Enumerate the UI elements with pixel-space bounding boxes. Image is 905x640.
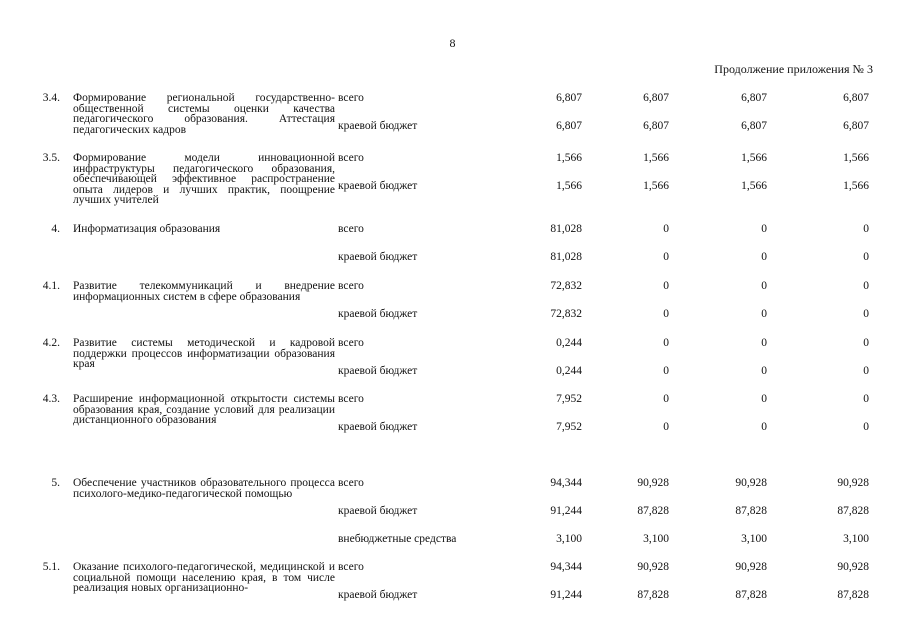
funding-source: внебюджетные средства xyxy=(338,533,457,545)
amount-cell: 0 xyxy=(663,223,669,235)
amount-cell: 1,566 xyxy=(741,152,767,164)
amount-cell: 90,928 xyxy=(837,561,869,573)
amount-cell: 0 xyxy=(863,308,869,320)
amount-cell: 0 xyxy=(863,223,869,235)
funding-source: краевой бюджет xyxy=(338,505,418,517)
amount-cell: 7,952 xyxy=(556,421,582,433)
amount-cell: 1,566 xyxy=(643,180,669,192)
amount-cell: 1,566 xyxy=(643,152,669,164)
amount-cell: 87,828 xyxy=(637,589,669,601)
amount-cell: 6,807 xyxy=(741,120,767,132)
funding-source: краевой бюджет xyxy=(338,251,418,263)
amount-cell: 6,807 xyxy=(556,92,582,104)
funding-source: всего xyxy=(338,393,364,405)
funding-source: всего xyxy=(338,337,364,349)
amount-cell: 3,100 xyxy=(741,533,767,545)
amount-cell: 1,566 xyxy=(741,180,767,192)
row-code: 4.3. xyxy=(42,393,60,405)
row-code: 4.1. xyxy=(42,280,60,292)
row-code: 4. xyxy=(51,223,60,235)
amount-cell: 6,807 xyxy=(741,92,767,104)
appendix-continuation-note: Продолжение приложения № 3 xyxy=(714,62,873,76)
amount-cell: 72,832 xyxy=(550,308,582,320)
amount-cell: 0 xyxy=(761,421,767,433)
amount-cell: 81,028 xyxy=(550,223,582,235)
amount-cell: 90,928 xyxy=(735,477,767,489)
amount-cell: 94,344 xyxy=(550,561,582,573)
amount-cell: 0 xyxy=(863,280,869,292)
amount-cell: 0 xyxy=(663,280,669,292)
amount-cell: 0 xyxy=(761,393,767,405)
amount-cell: 0,244 xyxy=(556,365,582,377)
amount-cell: 0 xyxy=(863,365,869,377)
row-code: 5. xyxy=(51,477,60,489)
amount-cell: 87,828 xyxy=(735,589,767,601)
amount-cell: 90,928 xyxy=(637,561,669,573)
row-code: 5.1. xyxy=(42,561,60,573)
amount-cell: 6,807 xyxy=(843,92,869,104)
amount-cell: 94,344 xyxy=(550,477,582,489)
amount-cell: 0 xyxy=(761,308,767,320)
funding-source: всего xyxy=(338,152,364,164)
amount-cell: 1,566 xyxy=(556,152,582,164)
page-number: 8 xyxy=(449,36,456,50)
amount-cell: 6,807 xyxy=(643,92,669,104)
row-title: Информатизация образования xyxy=(73,223,221,235)
row-title: Обеспечение участников образовательного процесса психолого-медико-педагогической помощью xyxy=(73,477,335,500)
amount-cell: 91,244 xyxy=(550,589,582,601)
row-title: Формирование региональной государственно-общественной системы оценки качества педагогического образования. Аттестация педагогических кадров xyxy=(73,92,335,136)
amount-cell: 91,244 xyxy=(550,505,582,517)
funding-source: всего xyxy=(338,477,364,489)
row-title: Формирование модели инновационной инфраструктуры педагогического образования, обеспечивающей эффективное распространение опыта лидеров и лучших практик, поощрение лучших учителей xyxy=(73,152,335,206)
amount-cell: 90,928 xyxy=(837,477,869,489)
row-code: 3.5. xyxy=(42,152,60,164)
amount-cell: 87,828 xyxy=(637,505,669,517)
amount-cell: 1,566 xyxy=(843,180,869,192)
amount-cell: 0 xyxy=(761,223,767,235)
row-title: Расширение информационной открытости системы образования края, создание условий для реализации дистанционного образования xyxy=(73,393,335,426)
amount-cell: 0 xyxy=(863,251,869,263)
amount-cell: 0 xyxy=(663,365,669,377)
funding-source: всего xyxy=(338,280,364,292)
funding-source: краевой бюджет xyxy=(338,589,418,601)
row-code: 4.2. xyxy=(42,337,60,349)
amount-cell: 90,928 xyxy=(735,561,767,573)
amount-cell: 0 xyxy=(761,365,767,377)
funding-source: краевой бюджет xyxy=(338,180,418,192)
amount-cell: 0 xyxy=(663,421,669,433)
amount-cell: 1,566 xyxy=(556,180,582,192)
amount-cell: 0 xyxy=(761,280,767,292)
funding-source: краевой бюджет xyxy=(338,308,418,320)
funding-source: краевой бюджет xyxy=(338,421,418,433)
amount-cell: 90,928 xyxy=(637,477,669,489)
amount-cell: 0 xyxy=(863,393,869,405)
amount-cell: 0 xyxy=(663,251,669,263)
row-title: Развитие телекоммуникаций и внедрение информационных систем в сфере образования xyxy=(73,280,335,303)
amount-cell: 1,566 xyxy=(843,152,869,164)
funding-source: всего xyxy=(338,92,364,104)
amount-cell: 3,100 xyxy=(843,533,869,545)
amount-cell: 0 xyxy=(761,251,767,263)
amount-cell: 0 xyxy=(863,337,869,349)
amount-cell: 0 xyxy=(663,393,669,405)
amount-cell: 72,832 xyxy=(550,280,582,292)
amount-cell: 3,100 xyxy=(556,533,582,545)
funding-source: краевой бюджет xyxy=(338,365,418,377)
amount-cell: 0 xyxy=(663,308,669,320)
amount-cell: 6,807 xyxy=(556,120,582,132)
funding-source: краевой бюджет xyxy=(338,120,418,132)
funding-source: всего xyxy=(338,561,364,573)
amount-cell: 3,100 xyxy=(643,533,669,545)
amount-cell: 0 xyxy=(761,337,767,349)
row-title: Развитие системы методической и кадровой поддержки процессов информатизации образования края xyxy=(73,337,335,370)
amount-cell: 0 xyxy=(663,337,669,349)
amount-cell: 87,828 xyxy=(837,505,869,517)
amount-cell: 87,828 xyxy=(735,505,767,517)
row-title: Оказание психолого-педагогической, медицинской и социальной помощи населению края, в том числе реализация новых организационно- xyxy=(73,561,335,594)
amount-cell: 81,028 xyxy=(550,251,582,263)
amount-cell: 7,952 xyxy=(556,393,582,405)
amount-cell: 0 xyxy=(863,421,869,433)
amount-cell: 87,828 xyxy=(837,589,869,601)
amount-cell: 6,807 xyxy=(843,120,869,132)
row-code: 3.4. xyxy=(42,92,60,104)
amount-cell: 6,807 xyxy=(643,120,669,132)
funding-source: всего xyxy=(338,223,364,235)
amount-cell: 0,244 xyxy=(556,337,582,349)
